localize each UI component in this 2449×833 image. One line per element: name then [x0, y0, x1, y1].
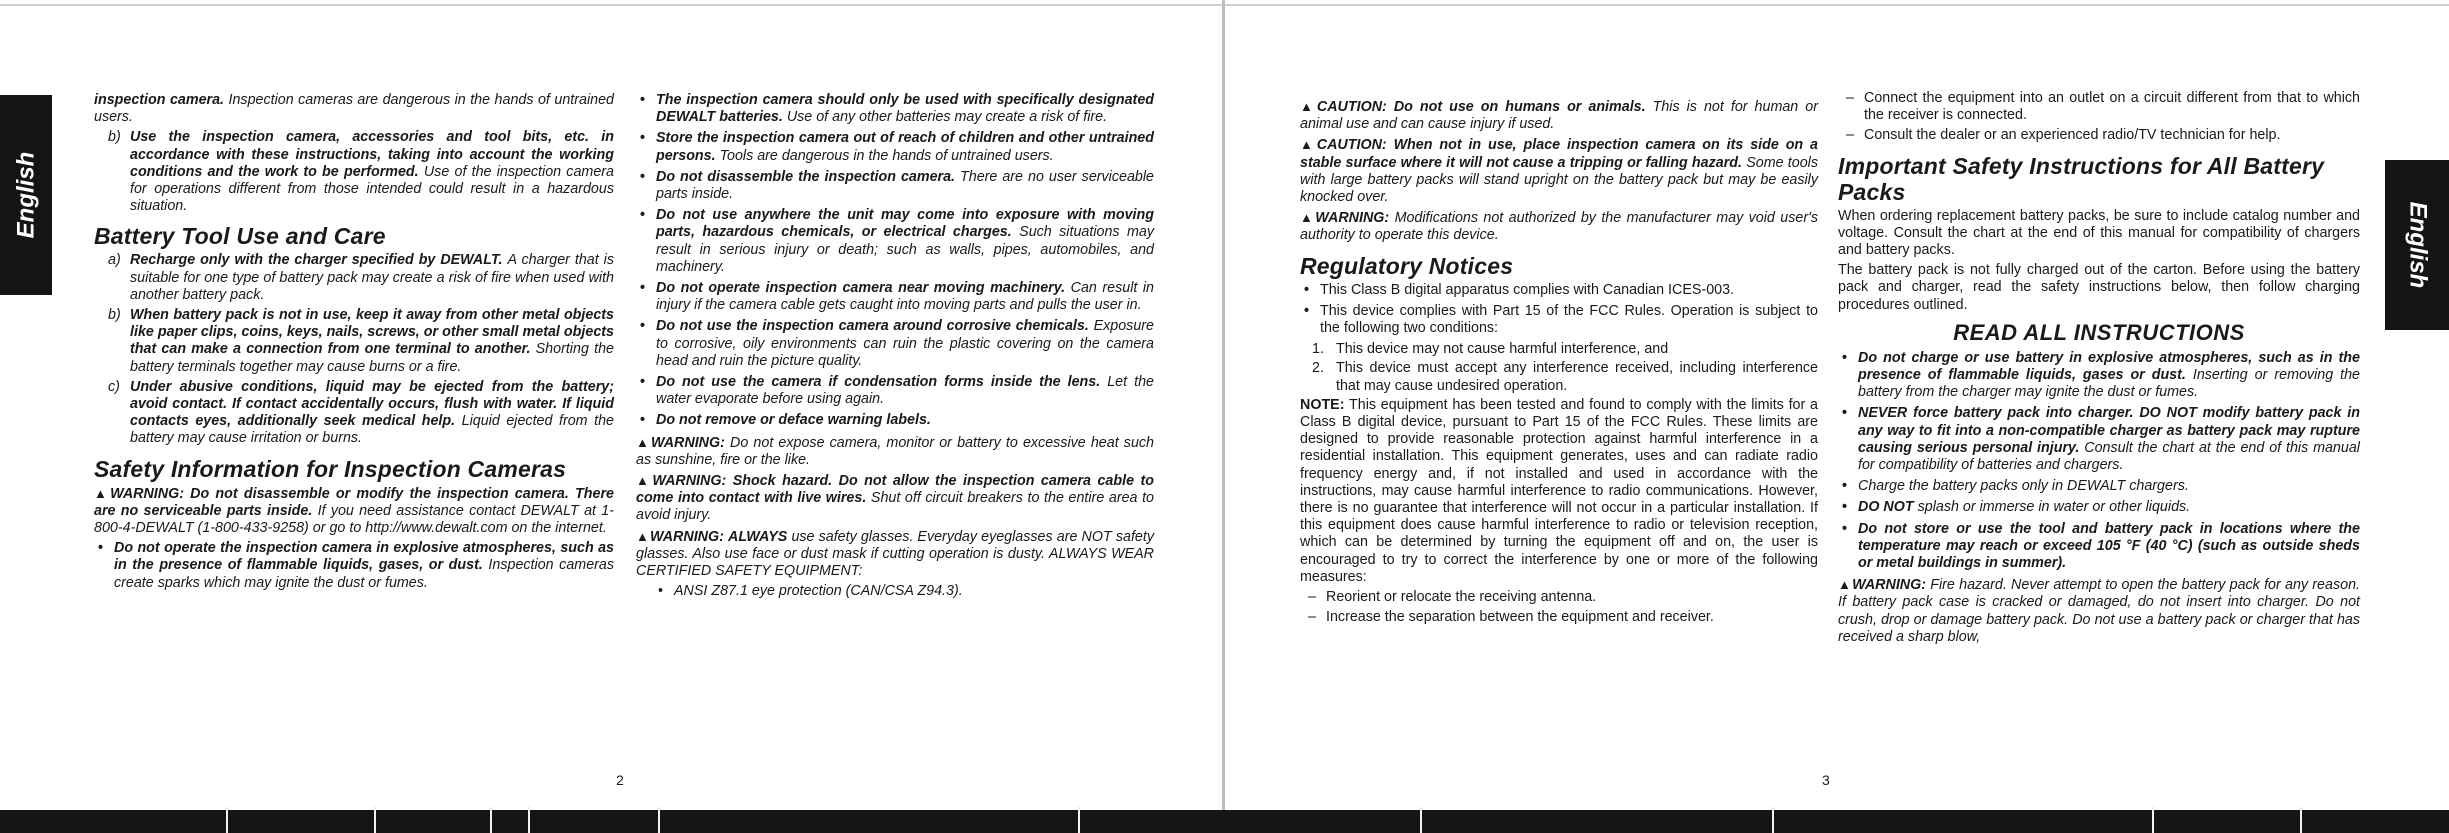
page-number-right: 3 [1822, 772, 1830, 788]
bullet-item: • Do not remove or deface warning labels. [640, 412, 931, 429]
crop-tick [528, 806, 530, 833]
bullet-icon: • [1304, 302, 1310, 319]
warning-icon: ▲ [94, 485, 110, 501]
warning-icon: ▲ [636, 528, 650, 544]
language-tab-left: English [0, 95, 52, 295]
bullet-icon: • [640, 168, 646, 185]
warning-icon: ▲ [1300, 210, 1315, 226]
paragraph: The battery pack is not fully charged out of the carton. Before using the battery pack and charger, read the safety instructions below, then follow charging procedures outlined. [1838, 262, 2360, 313]
sub-bullet-item: • ANSI Z87.1 eye protection (CAN/CSA Z94.3). [658, 583, 963, 600]
list-item-c: c) Under abusive conditions, liquid may be ejected from the battery; avoid contact. If contact accidentally occurs, flush with water. If liquid contacts eyes, additionally seek medical help. Liquid ejected from the battery may cause irritation or burns. [108, 378, 614, 447]
warning-paragraph: ▲WARNING: ALWAYS use safety glasses. Everyday eyeglasses are NOT safety glasses. Also use face or dust mask if cutting operation is dusty. ALWAYS WEAR CERTIFIED SAFETY EQUIPMENT: [636, 528, 1154, 580]
list-item-b: b) Use the inspection camera, accessories and tool bits, etc. in accordance with these instructions, taking into account the working conditions and the work to be performed. Use of the inspection camera for operations different from those intended could result in a hazardous situation. [108, 129, 614, 215]
bullet-icon: • [658, 583, 664, 600]
bullet-item: • Store the inspection camera out of reach of children and other untrained persons. Tools are dangerous in the hands of untrained users. [640, 130, 1154, 164]
crop-tick [2300, 806, 2302, 833]
bottom-crop-strip [0, 810, 2449, 833]
heading-regulatory-notices: Regulatory Notices [1300, 252, 1514, 279]
numbered-item: 1. This device may not cause harmful interference, and [1312, 341, 1669, 358]
numbered-item: 2. This device must accept any interference received, including interference that may cause undesired operation. [1312, 360, 1818, 394]
warning-paragraph: ▲WARNING: Do not disassemble or modify the inspection camera. There are no serviceable parts inside. If you need assistance contact DEWALT at 1-800-4-DEWALT (1-800-433-9258) or go to http://www.dewalt.com on the internet. [94, 485, 615, 537]
paragraph: When ordering replacement battery packs, be sure to include catalog number and voltage. Consult the chart at the end of this manual for compatibility of chargers and battery packs. [1838, 207, 2360, 259]
crop-tick [658, 806, 660, 833]
continued-item: inspection camera. Inspection cameras are dangerous in the hands of untrained users. [94, 92, 614, 126]
caution-paragraph: ▲CAUTION: Do not use on humans or animals. This is not for human or animal use and can cause injury if used. [1300, 99, 1818, 133]
bullet-item: • Do not store or use the tool and battery pack in locations where the temperature may reach or exceed 105 °F (40 °C) (such as outside sheds or metal buildings in summer). [1842, 520, 2360, 572]
warning-icon: ▲ [636, 434, 651, 450]
warning-paragraph: ▲WARNING: Modifications not authorized by the manufacturer may void user's authority to operate this device. [1300, 210, 1818, 244]
bullet-item: • Do not use the camera if condensation forms inside the lens. Let the water evaporate before using again. [640, 374, 1154, 408]
right-page-column-2 [1838, 90, 2360, 649]
bullet-icon: • [1304, 281, 1310, 298]
crop-tick [226, 806, 228, 833]
crop-tick [374, 806, 376, 833]
bullet-item: • This Class B digital apparatus complies with Canadian ICES-003. [1304, 281, 1735, 298]
heading-safety-information: Safety Information for Inspection Cameras [94, 455, 567, 482]
bullet-icon: • [1842, 405, 1848, 422]
warning-icon: ▲ [1838, 577, 1852, 593]
dash-item: – Increase the separation between the equipment and receiver. [1308, 609, 1714, 626]
bullet-icon: • [640, 318, 646, 335]
list-item-b: b) When battery pack is not in use, keep it away from other metal objects like paper clips, coins, keys, nails, screws, or other small metal objects that can make a connection from one terminal to another. Shorting the battery terminals together may cause burns or a fire. [108, 307, 614, 375]
bullet-icon: • [640, 92, 646, 108]
right-page-column-1 [1300, 98, 1818, 629]
warning-paragraph: ▲WARNING: Shock hazard. Do not allow the inspection camera cable to come into contact with live wires. Shut off circuit breakers to the entire area to avoid injury. [636, 473, 1155, 524]
crop-tick [490, 806, 492, 833]
bullet-icon: • [640, 207, 646, 224]
bullet-icon: • [1842, 499, 1848, 516]
warning-icon: ▲ [636, 473, 652, 489]
crop-tick [1078, 806, 1080, 833]
page-number-left: 2 [616, 772, 624, 788]
heading-battery-tool-use: Battery Tool Use and Care [94, 223, 386, 250]
heading-read-all-instructions: READ ALL INSTRUCTIONS [1953, 319, 2245, 345]
bullet-item: • Do not charge or use battery in explosive atmospheres, such as in the presence of flammable liquids, gases or dust. Inserting or removing the battery from the charger may ignite the dust or fumes. [1842, 349, 2361, 401]
bullet-item: • NEVER force battery pack into charger. DO NOT modify battery pack in any way to fit into a non-compatible charger as battery pack may rupture causing serious personal injury. Consult the chart at the end of this manual for compatibility of batteries and chargers. [1842, 405, 2360, 474]
bullet-item: • Charge the battery packs only in DEWALT chargers. [1842, 478, 2189, 495]
bullet-item: • Do not use anywhere the unit may come into exposure with moving parts, hazardous chemicals, or electrical charges. Such situations may result in serious injury or death; such as walls, pipes, automobiles, and machinery. [640, 207, 1154, 275]
warning-icon: ▲ [1300, 99, 1316, 114]
crop-tick [1420, 806, 1422, 833]
warning-paragraph: ▲WARNING: Fire hazard. Never attempt to open the battery pack for any reason. If battery pack case is cracked or damaged, do not insert into charger. Do not crush, drop or damage battery pack. Do not use a battery pack or charger that has received a sharp blow, [1838, 577, 2360, 645]
bullet-icon: • [98, 540, 104, 557]
language-tab-right: English [2385, 160, 2449, 330]
bullet-icon: • [1842, 520, 1848, 537]
bullet-icon: • [640, 280, 646, 297]
bullet-item: • This device complies with Part 15 of the FCC Rules. Operation is subject to the following two conditions: [1304, 302, 1818, 337]
list-item-a: a) Recharge only with the charger specified by DEWALT. A charger that is suitable for one type of battery pack may create a risk of fire when used with another battery pack. [108, 252, 614, 303]
book-spine [1222, 0, 1225, 833]
bullet-icon: • [1842, 478, 1848, 495]
caution-paragraph: ▲CAUTION: When not in use, place inspection camera on its side on a stable surface where it will not cause a tripping or falling hazard. Some tools with large battery packs will stand upright on the battery pack but may be easily knocked over. [1300, 137, 1818, 206]
bullet-item: • Do not operate the inspection camera in explosive atmospheres, such as in the presence of flammable liquids, gases, or dust. Inspection cameras create sparks which may ignite the dust or fumes. [98, 540, 615, 591]
bullet-item: • The inspection camera should only be used with specifically designated DEWALT batteries. Use of any other batteries may create a risk of fire. [640, 92, 1154, 126]
note-paragraph: NOTE: This equipment has been tested and found to comply with the limits for a Class B digital device, pursuant to Part 15 of the FCC Rules. These limits are designed to provide reasonable protection against harmful interference in a residential installation. This equipment generates, uses and can radiate radio frequency energy and, if not installed and used in accordance with the instructions, may cause harmful interference to radio communications. However, there is no guarantee that interference will not occur in a particular installation. If this equipment does cause harmful interference to radio or television reception, which can be determined by turning the equipment off and on, the user is encouraged to try to correct the interference by one or more of the following measures: [1300, 396, 1818, 585]
dash-item: – Consult the dealer or an experienced radio/TV technician for help. [1846, 127, 2281, 144]
bullet-item: • Do not disassemble the inspection camera. There are no user serviceable parts inside. [640, 168, 1154, 203]
crop-tick [1772, 806, 1774, 833]
heading-battery-pack-safety: Important Safety Instructions for All Battery Packs [1838, 152, 2325, 205]
bullet-icon: • [640, 412, 646, 429]
bullet-item: • Do not operate inspection camera near moving machinery. Can result in injury if the camera cable gets caught into moving parts and pulls the user in. [640, 280, 1154, 314]
bullet-item: • DO NOT splash or immerse in water or other liquids. [1842, 499, 2191, 516]
crop-tick [2152, 806, 2154, 833]
bullet-icon: • [640, 130, 646, 147]
bullet-icon: • [1842, 349, 1848, 366]
bullet-icon: • [640, 374, 646, 391]
dash-item: – Connect the equipment into an outlet on a circuit different from that to which the receiver is connected. [1846, 90, 2360, 124]
left-page-column-2 [636, 92, 1154, 602]
bullet-item: • Do not use the inspection camera around corrosive chemicals. Exposure to corrosive, oily environments can ruin the plastic covering on the camera head and ruin the picture quality. [640, 318, 1154, 369]
warning-paragraph: ▲WARNING: Do not expose camera, monitor or battery to excessive heat such as sunshine, fire or the like. [636, 434, 1154, 468]
left-page-column-1 [94, 92, 614, 596]
warning-icon: ▲ [1300, 137, 1316, 153]
dash-item: – Reorient or relocate the receiving antenna. [1308, 589, 1597, 606]
